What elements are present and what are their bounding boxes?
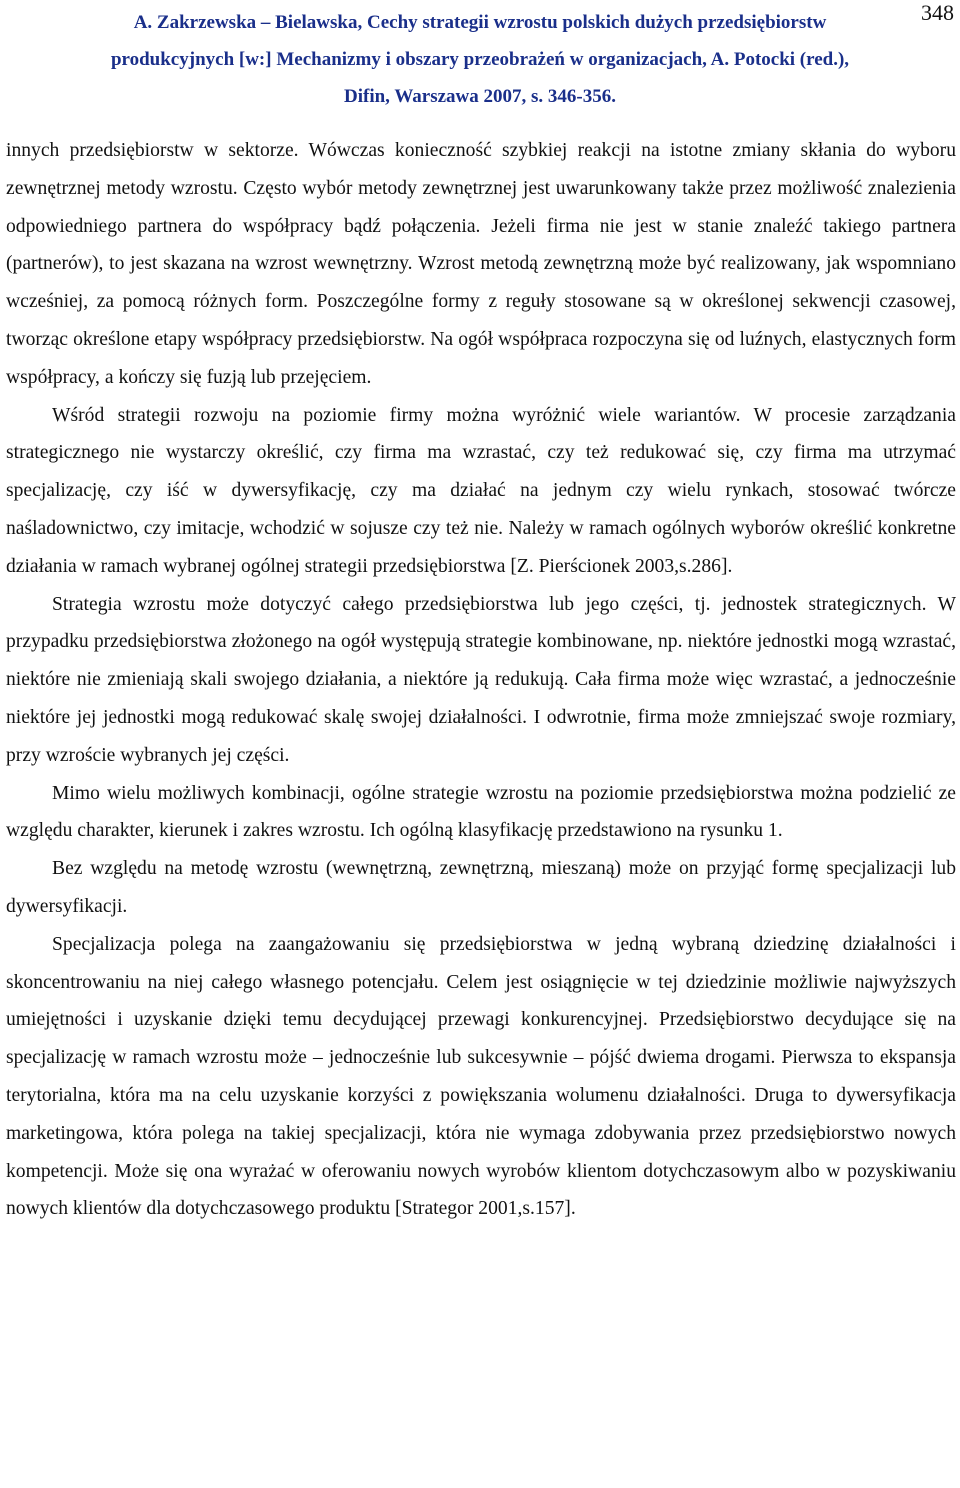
paragraph-specialization: Specjalizacja polega na zaangażowaniu się przedsiębiorstwa w jedną wybraną dziedzinę działalności i skoncentrowaniu na niej całego własnego potencjału. Celem jest osiągnięcie w tej dziedzinie możliwie najwyższych umiejętności i uzyskanie dzięki temu decydującej przewagi konkurencyjnej. Przedsiębiorstwo decydujące się na specjalizację w ramach wzrostu może – jednocześnie lub sukcesywnie – pójść dwiema drogami. Pierwsza to ekspansja terytorialna, która ma na celu uzyskanie korzyści z powiększania wolumenu działalności. Druga to dywersyfikacja marketingowa, która polega na takiej specjalizacji, która nie wymaga zdobywania przez przedsiębiorstwo nowych kompetencji. Może się ona wyrażać w oferowaniu nowych wyrobów klientom dotychczasowym albo w pozyskiwaniu nowych klientów dla dotychczasowego produktu [Strategor 2001,s.157]. [6,933,956,1220]
paragraph-strategy-variants: Wśród strategii rozwoju na poziomie firmy można wyróżnić wiele wariantów. W procesie zarządzania strategicznego nie wystarczy określić, czy firma ma wzrastać, czy też redukować się, czy firma ma utrzymać specjalizację, czy iść w dywersyfikację, czy ma działać na jednym czy wielu rynkach, stosować twórcze naśladownictwo, czy imitacje, wchodzić w sojusze czy też nie. Należy w ramach ogólnych wyborów określić konkretne działania w ramach wybranej ogólnej strategii przedsiębiorstwa [Z. Pierścionek 2003,s.286]. [6,404,956,577]
paragraph-growth-strategy-scope: Strategia wzrostu może dotyczyć całego przedsiębiorstwa lub jego części, tj. jednostek strategicznych. W przypadku przedsiębiorstwa złożonego na ogół występują strategie kombinowane, np. niektóre jednostki mogą wzrastać, niektóre nie zmieniają skali swojego działania, a niektóre ją redukują. Cała firma może więc wzrastać, a jednocześnie niektóre jej jednostki mogą redukować skalę swojej działalności. I odwrotnie, firma może zmniejszać swoje rozmiary, przy wzroście wybranych jej części. [6,593,956,766]
paragraph-continuation: innych przedsiębiorstw w sektorze. Wówczas konieczność szybkiej reakcji na istotne zmiany skłania do wyboru zewnętrznej metody wzrostu. Często wybór metody zewnętrznej jest uwarunkowany także przez możliwość znalezienia odpowiedniego partnera do współpracy bądź połączenia. Jeżeli firma nie jest w stanie znaleźć takiego partnera (partnerów), to jest skazana na wzrost wewnętrzny. Wzrost metodą zewnętrzną może być realizowany, jak wspomniano wcześniej, za pomocą różnych form. Poszczególne formy z reguły stosowane są w określonej sekwencji czasowej, tworząc określone etapy współpracy przedsiębiorstw. Na ogół współpraca rozpoczyna się od luźnych, elastycznych form współpracy, a kończy się fuzją lub przejęciem. [6,140,956,388]
body-text [6,132,956,1228]
citation-header-line-3: Difin, Warszawa 2007, s. 346-356. [344,86,616,107]
citation-header-line-2: produkcyjnych [w:] Mechanizmy i obszary przeobrażeń w organizacjach, A. Potocki (red.), [110,49,850,70]
page-number: 348 [921,0,954,25]
citation-header [0,4,960,115]
paragraph-specialization-diversification: Bez względu na metodę wzrostu (wewnętrzną, zewnętrzną, mieszaną) może on przyjąć formę specjalizacji lub dywersyfikacji. [6,858,956,917]
paragraph-classification: Mimo wielu możliwych kombinacji, ogólne strategie wzrostu na poziomie przedsiębiorstwa można podzielić ze względu charakter, kierunek i zakres wzrostu. Ich ogólną klasyfikację przedstawiono na rysunku 1. [6,782,956,842]
citation-header-line-1: A. Zakrzewska – Bielawska, Cechy strategii wzrostu polskich dużych przedsiębiorstw [133,12,827,33]
